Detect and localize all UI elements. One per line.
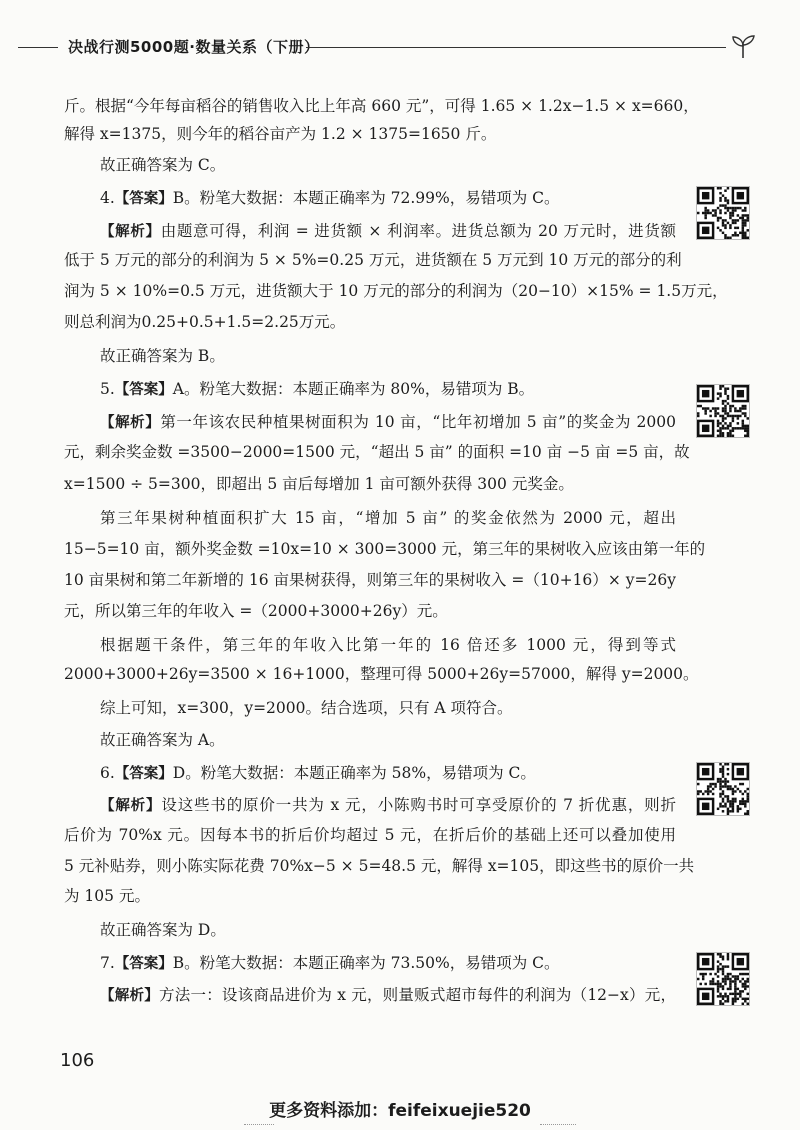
answer-line-q7: 7.【答案】B。粉笔大数据：本题正确率为 73.50%，易错项为 C。: [100, 954, 560, 972]
answer-conclusion: 故正确答案为 B。: [100, 347, 225, 365]
qr-code-icon[interactable]: [696, 762, 750, 816]
qr-code-icon[interactable]: [696, 952, 750, 1006]
text-line: 润为 5 × 10%=0.5 万元，进货额大于 10 万元的部分的利润为（20−10）×15% = 1.5万元，: [64, 282, 728, 300]
answer-conclusion: 故正确答案为 C。: [100, 156, 226, 174]
text-line: 为 105 元。: [64, 887, 150, 905]
explanation-line: 【解析】设这些书的原价一共为 x 元，小陈购书时可享受原价的 7 折优惠，则折: [100, 796, 676, 814]
explanation-line: 【解析】方法一：设该商品进价为 x 元，则量贩式超市每件的利润为（12−x）元，: [100, 986, 676, 1004]
answer-line-q6: 6.【答案】D。粉笔大数据：本题正确率为 58%，易错项为 C。: [100, 764, 536, 782]
text-line: 斤。根据“今年每亩稻谷的销售收入比上年高 660 元”，可得 1.65 × 1.2x−1.5 × x=660，: [64, 97, 699, 115]
footer-mark: [540, 1124, 576, 1125]
text-line: 后价为 70%x 元。因每本书的折后价均超过 5 元，在折后价的基础上还可以叠加使用: [64, 826, 676, 844]
book-title: 决战行测5000题·数量关系（下册）: [68, 38, 320, 56]
qr-code-icon[interactable]: [696, 384, 750, 438]
answer-line-q4: 4.【答案】B。粉笔大数据：本题正确率为 72.99%，易错项为 C。: [100, 189, 560, 207]
explanation-line: 【解析】由题意可得，利润 = 进货额 × 利润率。进货总额为 20 万元时，进货额: [100, 222, 677, 240]
text-line: 解得 x=1375，则今年的稻谷亩产为 1.2 × 1375=1650 斤。: [64, 125, 497, 143]
text-line: 5 元补贴券，则小陈实际花费 70%x−5 × 5=48.5 元，解得 x=105，即这些书的原价一共: [64, 857, 695, 875]
answer-line-q5: 5.【答案】A。粉笔大数据：本题正确率为 80%，易错项为 B。: [100, 380, 535, 398]
text-line: 综上可知，x=300，y=2000。结合选项，只有 A 项符合。: [100, 699, 513, 717]
explanation-line: 【解析】第一年该农民种植果树面积为 10 亩，“比年初增加 5 亩”的奖金为 2000: [100, 413, 676, 431]
footer-mark: [244, 1124, 274, 1125]
text-line: 元，所以第三年的年收入 =（2000+3000+26y）元。: [64, 602, 448, 620]
text-line: 2000+3000+26y=3500 × 16+1000，整理可得 5000+26y=57000，解得 y=2000。: [64, 665, 699, 683]
text-line: 15−5=10 亩，额外奖金数 =10x=10 × 300=3000 元，第三年的果树收入应该由第一年的: [64, 540, 706, 558]
qr-code-icon[interactable]: [696, 186, 750, 240]
text-line: 则总利润为0.25+0.5+1.5=2.25万元。: [64, 313, 346, 331]
answer-conclusion: 故正确答案为 A。: [100, 731, 225, 749]
page-number: 106: [60, 1050, 95, 1071]
text-line: 元，剩余奖金数 =3500−2000=1500 元，“超出 5 亩” 的面积 =10 亩 −5 亩 =5 亩，故: [64, 443, 690, 461]
text-line: 第三年果树种植面积扩大 15 亩，“增加 5 亩” 的奖金依然为 2000 元，超出: [100, 509, 676, 527]
text-line: 10 亩果树和第二年新增的 16 亩果树获得，则第三年的果树收入 =（10+16）× y=26y: [64, 571, 676, 589]
text-line: 根据题干条件，第三年的年收入比第一年的 16 倍还多 1000 元，得到等式: [100, 636, 676, 654]
text-line: 低于 5 万元的部分的利润为 5 × 5%=0.25 万元，进货额在 5 万元到 10 万元的部分的利: [64, 251, 682, 269]
answer-conclusion: 故正确答案为 D。: [100, 921, 226, 939]
text-line: x=1500 ÷ 5=300，即超出 5 亩后每增加 1 亩可额外获得 300 元奖金。: [64, 475, 574, 493]
footer-note: 更多资料添加：feifeixuejie520: [269, 1101, 531, 1121]
